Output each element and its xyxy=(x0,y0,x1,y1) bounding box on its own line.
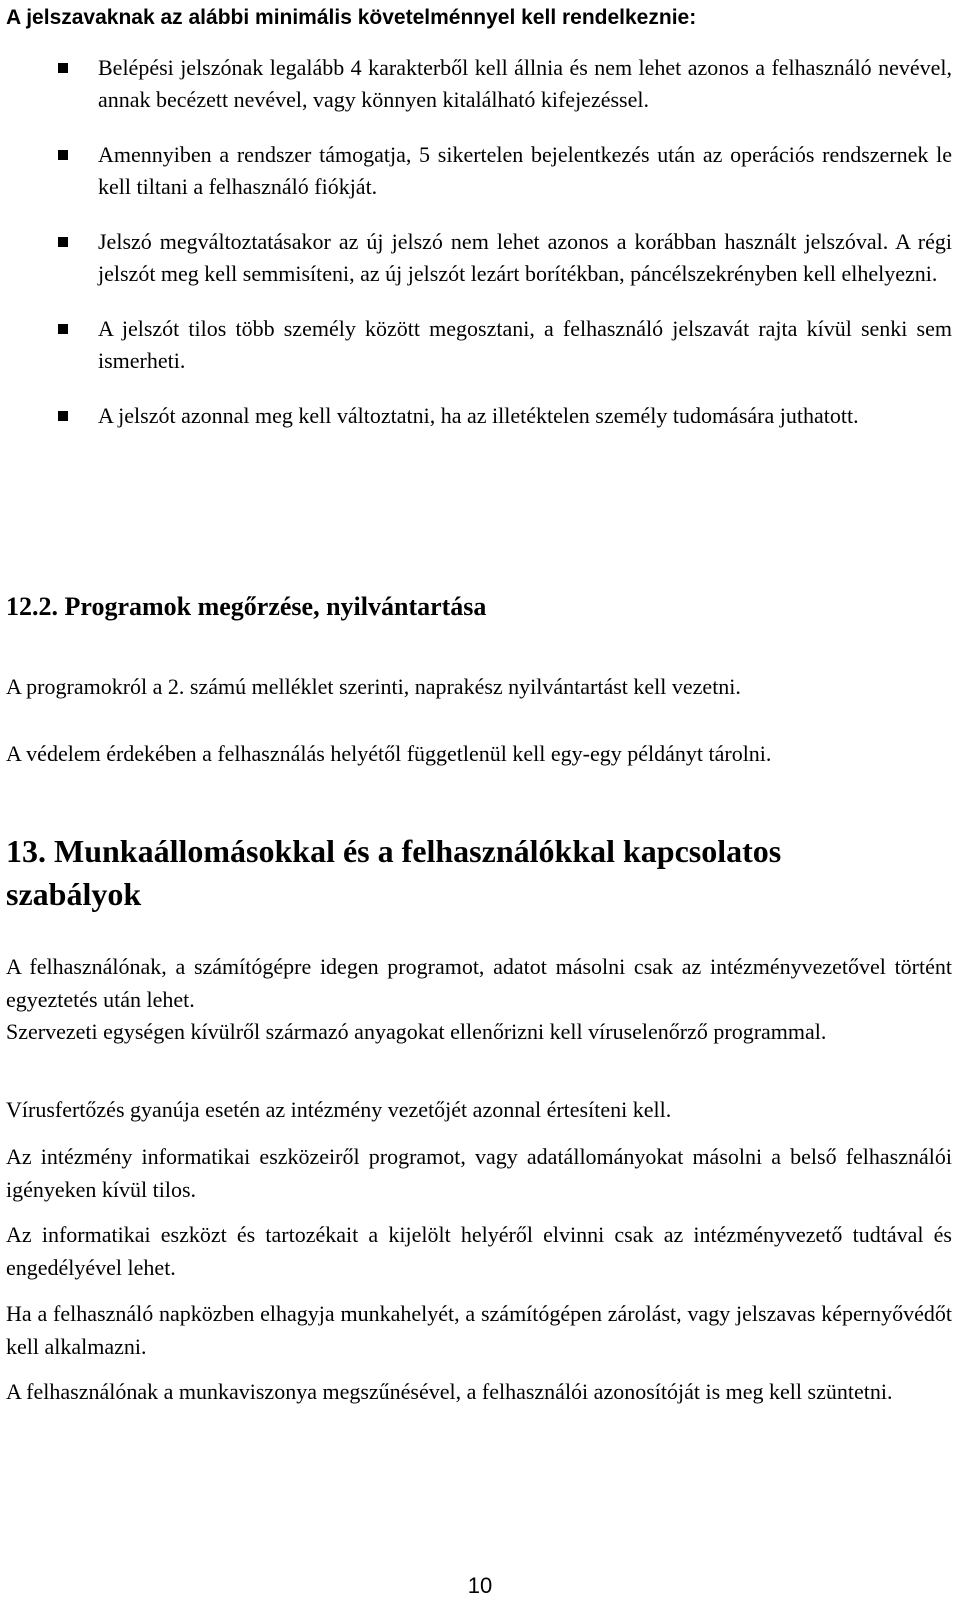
square-bullet-icon xyxy=(58,411,68,421)
paragraph: Az informatikai eszközt és tartozékait a kijelölt helyéről elvinni csak az intézményvezető tudtával és engedélyével lehet. xyxy=(6,1222,952,1280)
square-bullet-icon xyxy=(58,150,68,160)
list-item xyxy=(6,52,952,116)
list-item-text: A jelszót azonnal meg kell változtatni, ha az illetéktelen személy tudomására juthatott. xyxy=(98,403,859,428)
intro-heading: A jelszavaknak az alábbi minimális követelménnyel kell rendelkeznie: xyxy=(6,6,697,29)
list-item-text: Amennyiben a rendszer támogatja, 5 sikertelen bejelentkezés után az operációs rendszernek le kell tiltani a felhasználó fiókját. xyxy=(98,142,952,199)
square-bullet-icon xyxy=(58,237,68,247)
list-item xyxy=(6,139,952,203)
paragraph: A programokról a 2. számú melléklet szerinti, naprakész nyilvántartást kell vezetni. xyxy=(6,674,741,699)
square-bullet-icon xyxy=(58,324,68,334)
list-item-text: Belépési jelszónak legalább 4 karakterből kell állnia és nem lehet azonos a felhasználó nevével, annak becézett nevével, vagy könnyen kitalálható kifejezéssel. xyxy=(98,55,952,112)
square-bullet-icon xyxy=(58,63,68,73)
list-item-text: A jelszót tilos több személy között megosztani, a felhasználó jelszavát rajta kívül senki sem ismerheti. xyxy=(98,316,952,373)
list-item-text: Jelszó megváltoztatásakor az új jelszó nem lehet azonos a korábban használt jelszóval. A régi jelszót meg kell semmisíteni, az új jelszót lezárt borítékban, páncélszekrényben kell elhelyezni. xyxy=(98,229,952,286)
paragraph: A védelem érdekében a felhasználás helyétől függetlenül kell egy-egy példányt tárolni. xyxy=(6,741,772,766)
paragraph: Vírusfertőzés gyanúja esetén az intézmény vezetőjét azonnal értesíteni kell. xyxy=(6,1097,672,1122)
section-12-2-heading: 12.2. Programok megőrzése, nyilvántartása xyxy=(6,592,487,621)
page-number: 10 xyxy=(467,1573,493,1598)
paragraph: Szervezeti egységen kívülről származó anyagokat ellenőrizni kell víruselenőrző programmal. xyxy=(6,1019,827,1044)
list-item xyxy=(6,313,952,377)
paragraph: A felhasználónak, a számítógépre idegen programot, adatot másolni csak az intézményvezetővel történt egyeztetés után lehet. xyxy=(6,954,952,1012)
section-13-heading: 13. Munkaállomásokkal és a felhasználókkal kapcsolatos szabályok xyxy=(6,833,782,912)
list-item xyxy=(6,226,952,290)
paragraph: A felhasználónak a munkaviszonya megszűnésével, a felhasználói azonosítóját is meg kell szüntetni. xyxy=(6,1379,893,1404)
paragraph: Ha a felhasználó napközben elhagyja munkahelyét, a számítógépen zárolást, vagy jelszavas képernyővédőt kell alkalmazni. xyxy=(6,1301,952,1359)
paragraph: Az intézmény informatikai eszközeiről programot, vagy adatállományokat másolni a belső felhasználói igényeken kívül tilos. xyxy=(6,1144,952,1202)
password-requirements-list xyxy=(6,52,952,455)
list-item xyxy=(6,400,952,432)
